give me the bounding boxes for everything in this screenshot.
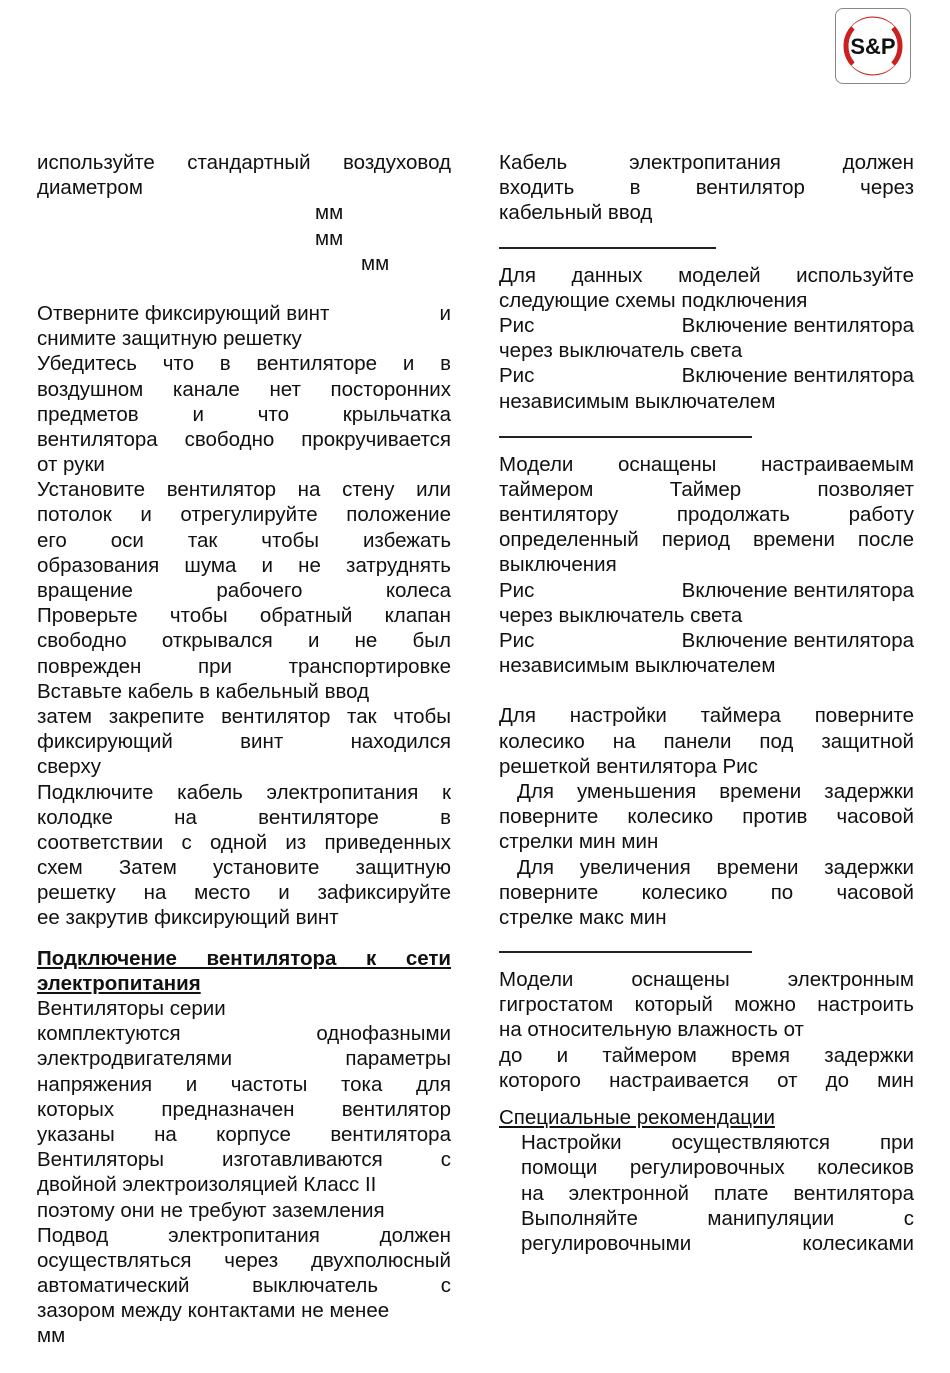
text-line: Для настройки таймера поверните	[499, 704, 914, 728]
text-line: Для уменьшения времени задержки	[517, 779, 914, 803]
text-line: входить в вентилятор через	[499, 176, 914, 200]
text-line: через выключатель света	[499, 603, 743, 627]
text-line: Для данных моделей используйте	[499, 263, 914, 287]
text-span: Рис	[499, 578, 535, 602]
text-line: потолок и отрегулируйте положение	[37, 503, 451, 527]
text-line: предметов и что крыльчатка	[37, 402, 451, 426]
text-line: которого настраивается от до мин	[499, 1068, 914, 1092]
text-line: свободно открывался и не был	[37, 629, 451, 653]
text-span: и	[439, 301, 451, 325]
text-span: Вентиляторы серии	[37, 997, 226, 1020]
text-line: затем закрепите вентилятор так чтобы	[37, 704, 451, 728]
text-line: Подвод электропитания должен	[37, 1223, 451, 1247]
text-line: ее закрутив фиксирующий винт	[37, 906, 339, 930]
text-line: решеткой вентилятора Рис	[499, 754, 758, 778]
text-line: стрелке макс мин	[499, 905, 667, 929]
text-line: указаны на корпусе вентилятора	[37, 1122, 451, 1146]
text-line: электродвигателями параметры	[37, 1047, 451, 1071]
text-line: Подключите кабель электропитания к	[37, 780, 451, 804]
figure-ref	[499, 628, 914, 653]
figure-ref	[499, 363, 914, 388]
text-line: выключения	[499, 553, 617, 577]
right-column	[499, 150, 914, 1256]
text-line: независимым выключателем	[499, 654, 776, 678]
text-line: воздушном канале нет посторонних	[37, 377, 451, 401]
text-line: кабельный ввод	[499, 201, 653, 225]
text-line: соответствии с одной из приведенных	[37, 830, 451, 854]
text-line: мм	[315, 226, 344, 250]
text-line: следующие схемы подключения	[499, 288, 808, 312]
text-line: поэтому они не требуют заземления	[37, 1198, 385, 1222]
text-line: помощи регулировочных колесиков	[521, 1156, 914, 1180]
text-line: Проверьте чтобы обратный клапан	[37, 604, 451, 628]
text-line: которых предназначен вентилятор	[37, 1097, 451, 1121]
text-line: решетку на место и зафиксируйте	[37, 881, 451, 905]
text-span: Рис	[499, 629, 535, 652]
left-column	[37, 150, 451, 1349]
text-line: поверните колесико по часовой	[499, 880, 914, 904]
text-line: колесико на панели под защитной	[499, 729, 914, 753]
text-line: Установите вентилятор на стену или	[37, 478, 451, 502]
text-line: Модели оснащены настраиваемым	[499, 452, 914, 476]
text-line: стрелки мин мин	[499, 830, 659, 854]
text-line: его оси так чтобы избежать	[37, 528, 451, 552]
text-line: таймером Таймер позволяет	[499, 477, 914, 501]
text-line: Вентиляторы изготавливаются с	[37, 1148, 451, 1172]
text-line: колодке на вентиляторе в	[37, 805, 451, 829]
text-line: Для увеличения времени задержки	[517, 855, 914, 879]
text-line: мм	[315, 201, 344, 225]
text-span: Включение вентилятора	[681, 578, 914, 602]
text-line: вентилятору продолжать работу	[499, 503, 914, 527]
sp-logo-icon	[836, 9, 910, 83]
text-line: вентилятора свободно прокручивается	[37, 427, 451, 451]
text-line: осуществляться через двухполюсный	[37, 1248, 451, 1272]
text-line: поврежден при транспортировке	[37, 654, 451, 678]
text-line: образования шума и не затруднять	[37, 553, 451, 577]
text-line: независимым выключателем	[499, 389, 776, 413]
text-line: определенный период времени после	[499, 528, 914, 552]
text-line: мм	[361, 251, 390, 275]
text-span: Рис	[499, 313, 535, 337]
text-span: Включение вентилятора	[681, 364, 914, 388]
text-span: Включение вентилятора	[681, 313, 914, 337]
text-line: поверните колесико против часовой	[499, 805, 914, 829]
text-line: Убедитесь что в вентиляторе и в	[37, 352, 451, 376]
text-line	[37, 996, 451, 1021]
text-line: гигростатом который можно настроить	[499, 993, 914, 1017]
figure-ref	[499, 313, 914, 338]
text-line: до и таймером время задержки	[499, 1043, 914, 1067]
text-line: схем Затем установите защитную	[37, 856, 451, 880]
text-line: фиксирующий винт находился	[37, 730, 451, 754]
text-line: регулировочными колесиками	[521, 1231, 914, 1255]
text-line: вращение рабочего колеса	[37, 579, 451, 602]
text-line: Кабель электропитания должен	[499, 151, 914, 174]
text-line: диаметром	[37, 176, 143, 200]
section-heading: электропитания	[37, 971, 201, 995]
text-line: на относительную влажность от	[499, 1018, 804, 1042]
text-line: Выполняйте манипуляции с	[521, 1206, 914, 1230]
text-line: Вставьте кабель в кабельный ввод	[37, 679, 370, 703]
text-span: Отверните фиксирующий винт	[37, 301, 330, 325]
text-line: от руки	[37, 453, 105, 477]
text-line: используйте стандартный воздуховод	[37, 151, 451, 174]
brand-logo	[835, 8, 911, 84]
text-line: через выключатель света	[499, 339, 743, 363]
text-span: Рис	[499, 364, 535, 388]
svg-text:S&P: S&P	[850, 34, 896, 59]
text-line: комплектуются однофазными	[37, 1022, 451, 1046]
section-heading: Специальные рекомендации	[499, 1106, 775, 1129]
text-line: на электронной плате вентилятора	[521, 1181, 914, 1205]
text-line: автоматический выключатель с	[37, 1274, 451, 1298]
figure-ref	[499, 578, 914, 603]
text-line: мм	[37, 1324, 66, 1348]
text-line	[37, 301, 451, 326]
text-line: снимите защитную решетку	[37, 327, 302, 351]
text-line: Настройки осуществляются при	[521, 1131, 914, 1155]
text-line: Модели оснащены электронным	[499, 968, 914, 992]
text-line: зазором между контактами не менее	[37, 1299, 390, 1323]
section-heading: Подключение вентилятора к сети	[37, 946, 451, 970]
text-span: Включение вентилятора	[681, 629, 914, 652]
text-line: сверху	[37, 755, 101, 779]
text-line: напряжения и частоты тока для	[37, 1072, 451, 1096]
text-line: двойной электроизоляцией Класс II	[37, 1173, 377, 1197]
